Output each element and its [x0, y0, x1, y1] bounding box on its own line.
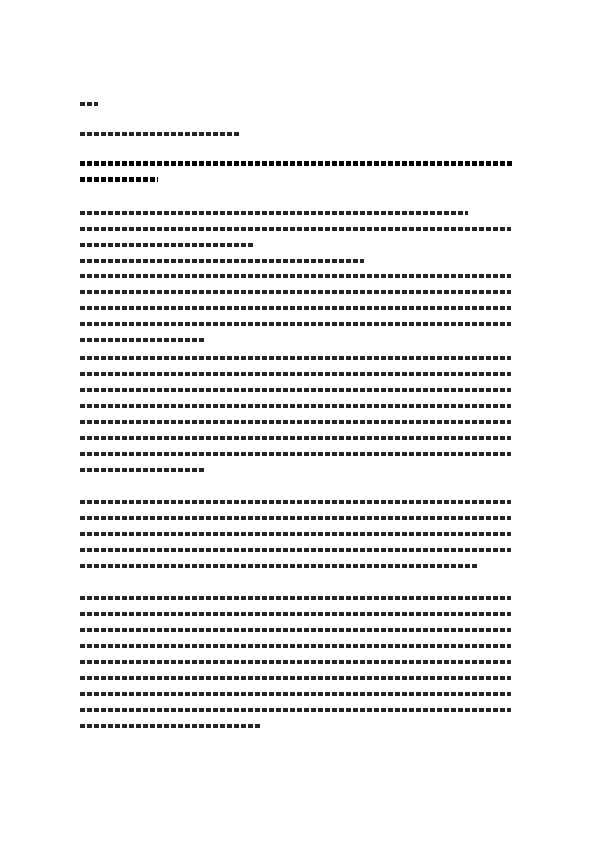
document-title: [80, 156, 515, 188]
document-subtitle: [80, 126, 515, 142]
paragraph-2: [80, 253, 515, 269]
paragraph-4: [80, 350, 515, 478]
paragraph-3: [80, 268, 515, 348]
paragraph-6: [80, 590, 515, 734]
paragraph-5: [80, 494, 515, 574]
header-mark: [80, 96, 515, 112]
paragraph-1: [80, 205, 515, 253]
